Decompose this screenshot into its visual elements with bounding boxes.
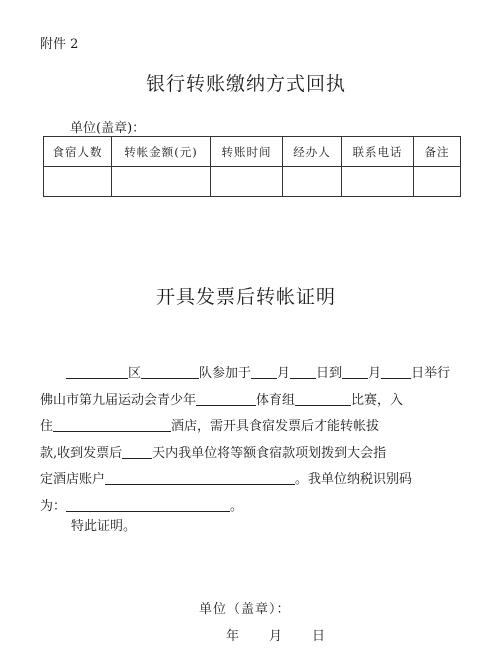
table-cell[interactable] [414,167,461,197]
receipt-header-row [44,137,461,167]
days-blank[interactable] [122,443,152,459]
date-year: 年 [226,629,240,644]
certificate-unit-label: 单位（盖章）： [199,602,291,617]
certificate-body [40,361,460,520]
col-header: 转账时间 [211,137,283,167]
certificate-title: 开具发票后转帐证明 [155,286,336,308]
receipt-unit-label: 单位(盖章)： [70,121,146,136]
end-day-blank[interactable] [381,363,411,379]
body-line-3: 住 酒店，需开具食宿发票后才能转帐拔 [40,414,460,441]
start-month-blank[interactable] [251,363,277,379]
col-header: 转帐金额(元) [112,137,211,167]
table-cell[interactable] [44,167,112,197]
attachment-label: 附件 2 [40,37,79,52]
col-header: 食宿人数 [44,137,112,167]
table-cell[interactable] [283,167,342,197]
team-blank[interactable] [141,363,199,379]
table-cell[interactable] [342,167,414,197]
table-cell[interactable] [211,167,283,197]
date-month: 月 [269,629,283,644]
table-row [44,167,461,197]
start-day-blank[interactable] [290,363,316,379]
body-line-2: 佛山市第九届运动会青少年 体育组 比赛，入 [40,388,460,415]
body-line-1: 区 队参加于 月 日到 月 日举行 [40,361,460,388]
date-line [226,625,325,644]
account-blank[interactable] [105,469,295,485]
age-group-blank[interactable] [196,390,256,406]
body-line-5: 定酒店账户 。我单位纳税识别码 [40,467,460,494]
hotel-blank[interactable] [53,416,171,432]
tax-id-blank[interactable] [66,496,230,512]
col-header: 经办人 [283,137,342,167]
date-day: 日 [312,629,326,644]
district-blank[interactable] [66,363,128,379]
closing-text: 特此证明。 [71,519,137,534]
col-header: 备注 [414,137,461,167]
end-month-blank[interactable] [342,363,368,379]
body-line-6: 为： 。 [40,494,460,521]
receipt-table [43,136,461,197]
table-cell[interactable] [112,167,211,197]
receipt-title: 银行转账缴纳方式回执 [145,73,346,95]
body-line-4: 款,收到发票后 天内我单位将等额食宿款项划拨到大会指 [40,441,460,468]
sport-blank[interactable] [295,390,351,406]
col-header: 联系电话 [342,137,414,167]
